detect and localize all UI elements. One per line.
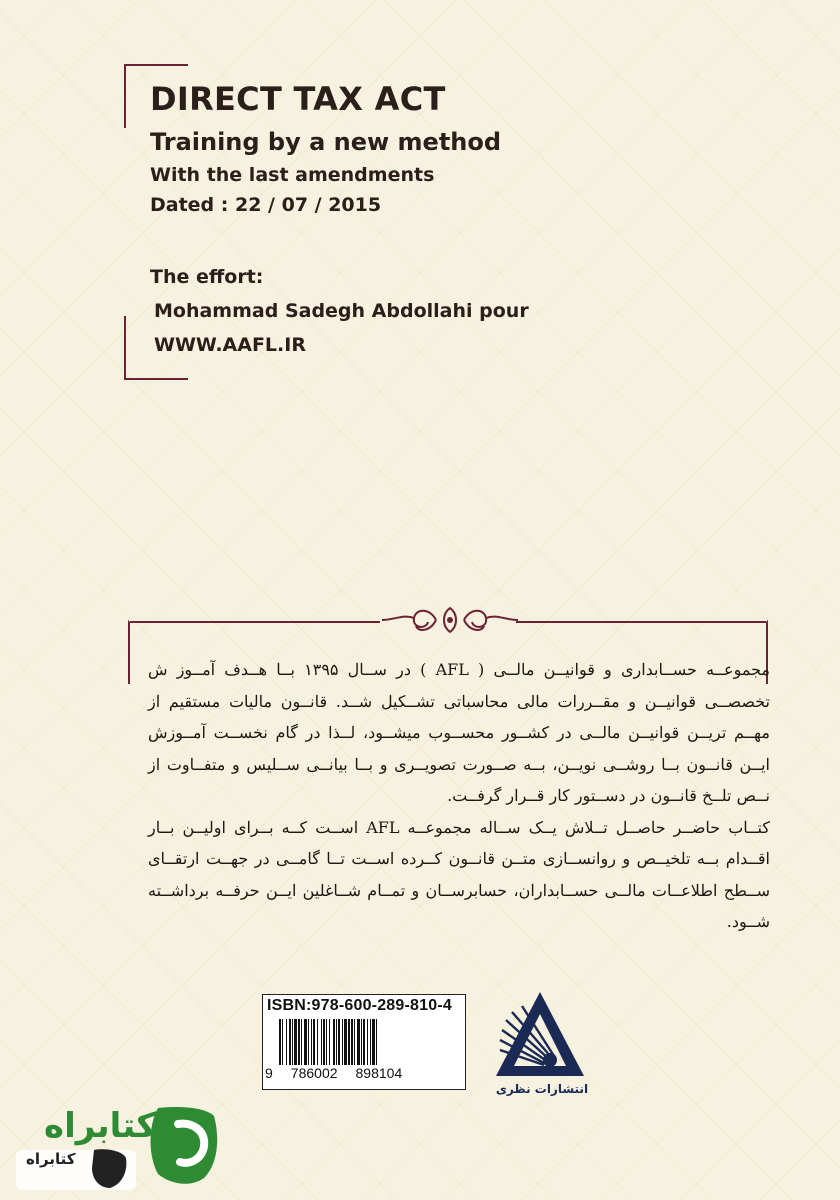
- watermark-brand-small: کتابراه: [26, 1150, 76, 1168]
- barcode-bar: [344, 1019, 347, 1065]
- barcode-bar: [317, 1019, 318, 1065]
- barcode-digit-group-1: 786002: [290, 1065, 338, 1081]
- barcode-bar: [308, 1019, 309, 1065]
- barcode-bar: [326, 1019, 327, 1065]
- barcode-bar: [292, 1019, 293, 1065]
- barcode-bar: [370, 1019, 371, 1065]
- barcode-bar: [351, 1019, 353, 1065]
- effort-block: [150, 266, 529, 356]
- barcode-bar: [348, 1019, 350, 1065]
- barcode-bar: [354, 1019, 355, 1065]
- barcode-bar: [363, 1019, 365, 1065]
- barcode-bar: [311, 1019, 312, 1065]
- book-title: DIRECT TAX ACT: [150, 80, 446, 118]
- effort-label: The effort:: [150, 266, 264, 288]
- barcode-bar: [313, 1019, 315, 1065]
- isbn-number: ISBN:978-600-289-810-4: [267, 997, 452, 1014]
- description-text: [148, 654, 770, 938]
- header: [150, 80, 670, 216]
- barcode-bar: [376, 1019, 377, 1065]
- barcode-bar: [372, 1019, 375, 1065]
- barcode-bar: [321, 1019, 322, 1065]
- barcode-bar: [301, 1019, 302, 1065]
- barcode-icon: [277, 1019, 457, 1065]
- barcode-bar: [304, 1019, 307, 1065]
- book-subtitle: Training by a new method: [150, 128, 502, 156]
- barcode-digit-lead: 9: [265, 1065, 273, 1081]
- barcode-bar: [329, 1019, 330, 1065]
- description-paragraph-2: کتــاب حاضــر حاصــل تــلاش یــک ســاله مجموعــه AFL اســت کــه بــرای اولیــن بــار اقــدام بــه تلخیــص و روانســازی متــن قانــون کــرده اســت تــا گامــی در جهــت ارتقــای ســطح اطلاعــات مالــی حســابداران، حسابرســان و تمــام شــاغلین ایــن حرفــه برداشــته شــود.: [148, 817, 771, 931]
- barcode-digits: [265, 1065, 461, 1081]
- barcode-bar: [357, 1019, 360, 1065]
- barcode-bar: [282, 1019, 283, 1065]
- barcode-bar: [298, 1019, 300, 1065]
- barcode-bar: [342, 1019, 343, 1065]
- barcode-bar: [333, 1019, 335, 1065]
- barcode-bar: [361, 1019, 362, 1065]
- barcode-bar: [294, 1019, 297, 1065]
- barcode-bar: [323, 1019, 325, 1065]
- barcode-bar: [289, 1019, 291, 1065]
- author-name: Mohammad Sadegh Abdollahi pour: [154, 300, 529, 322]
- barcode-bar: [367, 1019, 368, 1065]
- publisher-name: انتشارات نظری: [495, 1082, 589, 1096]
- barcode-bar: [286, 1019, 287, 1065]
- isbn-barcode: [262, 994, 466, 1090]
- ornament-icon: [380, 600, 520, 640]
- website-link[interactable]: WWW.AAFL.IR: [154, 334, 306, 356]
- watermark-brand: کتابراه: [44, 1106, 157, 1146]
- amendments-note: With the last amendments: [150, 164, 435, 186]
- barcode-digit-group-2: 898104: [355, 1065, 403, 1081]
- description-paragraph-1: مجموعــه حســابداری و قوانیــن مالــی ( AFL ) در ســال ۱۳۹۵ بــا هــدف آمــوز ش تخصصــی قوانیــن و مقــررات مالی محاسباتی تشــکیل شــد. قانــون مالیات مستقیم از مهــم تریــن قوانیــن مالــی در کشــور محســوب میشــود، لــذا در گام نخســت آمــوزش ایــن قانــون بــا روشــی نویــن، بــه صــورت تصویــری و بــا بیانــی ســلیس و متفــاوت از نــص تلــخ قانــون در دســتور کار قــرار گرفــت.: [148, 660, 771, 805]
- barcode-bar: [336, 1019, 337, 1065]
- barcode-bar: [338, 1019, 340, 1065]
- barcode-bar: [279, 1019, 281, 1065]
- publication-date: Dated : 22 / 07 / 2015: [150, 194, 382, 216]
